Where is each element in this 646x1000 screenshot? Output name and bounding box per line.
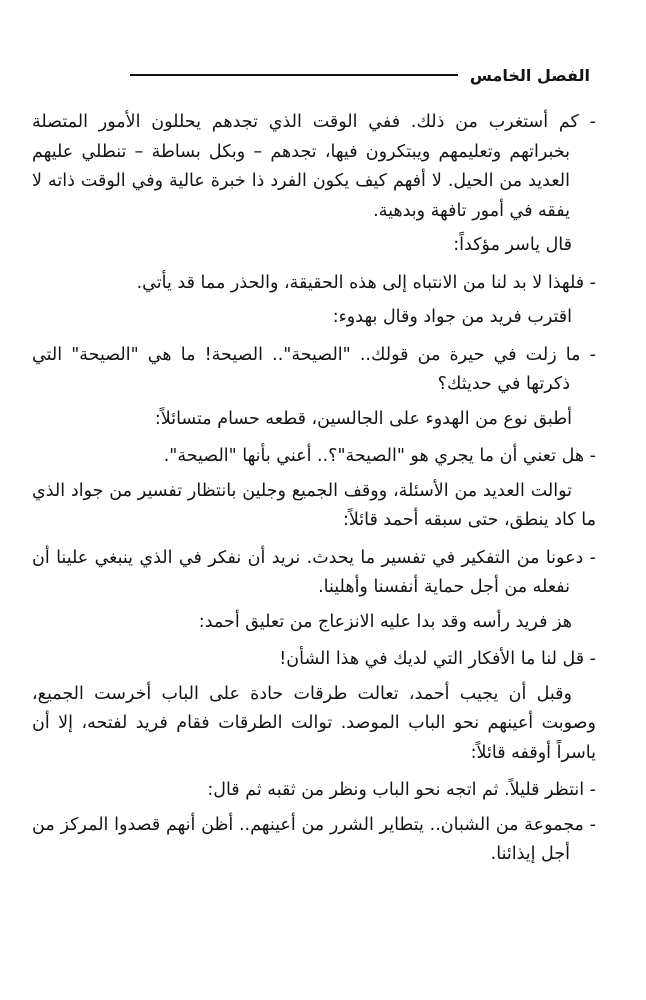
dialogue-paragraph: - مجموعة من الشبان.. يتطاير الشرر من أعينهم.. أظن أنهم قصدوا المركز من أجل إيذائنا. [32,814,596,864]
narration-paragraph: وقبل أن يجيب أحمد، تعالت طرقات حادة على الباب أخرست الجميع، وصوبت أعينهم نحو الباب الموصد. توالت الطرقات فقام فريد لفتحه، إلا أن ياسراً أوقفه قائلاً: [32,683,596,763]
dialogue-paragraph: - هل تعني أن ما يجري هو "الصيحة"؟.. أعني بأنها "الصيحة". [163,446,596,466]
dialogue-paragraph: - ما زلت في حيرة من قولك.. "الصيحة".. الصيحة! ما هي "الصيحة" التي ذكرتها في حديثك؟ [32,344,596,394]
dialogue-paragraph: - قل لنا ما الأفكار التي لديك في هذا الشأن! [279,649,596,669]
header-rule [130,74,458,76]
dialogue-paragraph: - انتظر قليلاً. ثم اتجه نحو الباب ونظر من ثقبه ثم قال: [207,780,596,800]
dialogue-paragraph: - كم أستغرب من ذلك. ففي الوقت الذي تجدهم يحللون الأمور المتصلة بخبراتهم وتعليمهم ويبتكرون فيها، تجدهم – وبكل بساطة – تنطلي عليهم العديد من الحيل. لا أفهم كيف يكون الفرد ذا خبرة عالية وفي الوقت ذاته لا يفقه في أمور تافهة وبدهية. [32,112,596,221]
dialogue-paragraph: - فلهذا لا بد لنا من الانتباه إلى هذه الحقيقة، والحذر مما قد يأتي. [136,272,596,293]
page-body [32,108,596,870]
narration-paragraph: هز فريد رأسه وقد بدا عليه الانزعاج من تعليق أحمد: [198,611,572,632]
narration-paragraph: اقترب فريد من جواد وقال بهدوء: [332,307,572,327]
narration-paragraph: توالت العديد من الأسئلة، ووقف الجميع وجلين بانتظار تفسير من جواد الذي ما كاد ينطق، حتى سبقه أحمد قائلاً: [32,480,596,530]
narration-paragraph: أطبق نوع من الهدوء على الجالسين، قطعه حسام متسائلاً: [154,408,572,429]
narration-paragraph: قال ياسر مؤكداً: [453,235,572,255]
running-header [130,60,590,90]
dialogue-paragraph: - دعونا من التفكير في تفسير ما يحدث. نريد أن نفكر في الذي ينبغي علينا أن نفعله من أجل حماية أنفسنا وأهلينا. [32,547,596,597]
chapter-title: الفصل الخامس [469,65,590,85]
